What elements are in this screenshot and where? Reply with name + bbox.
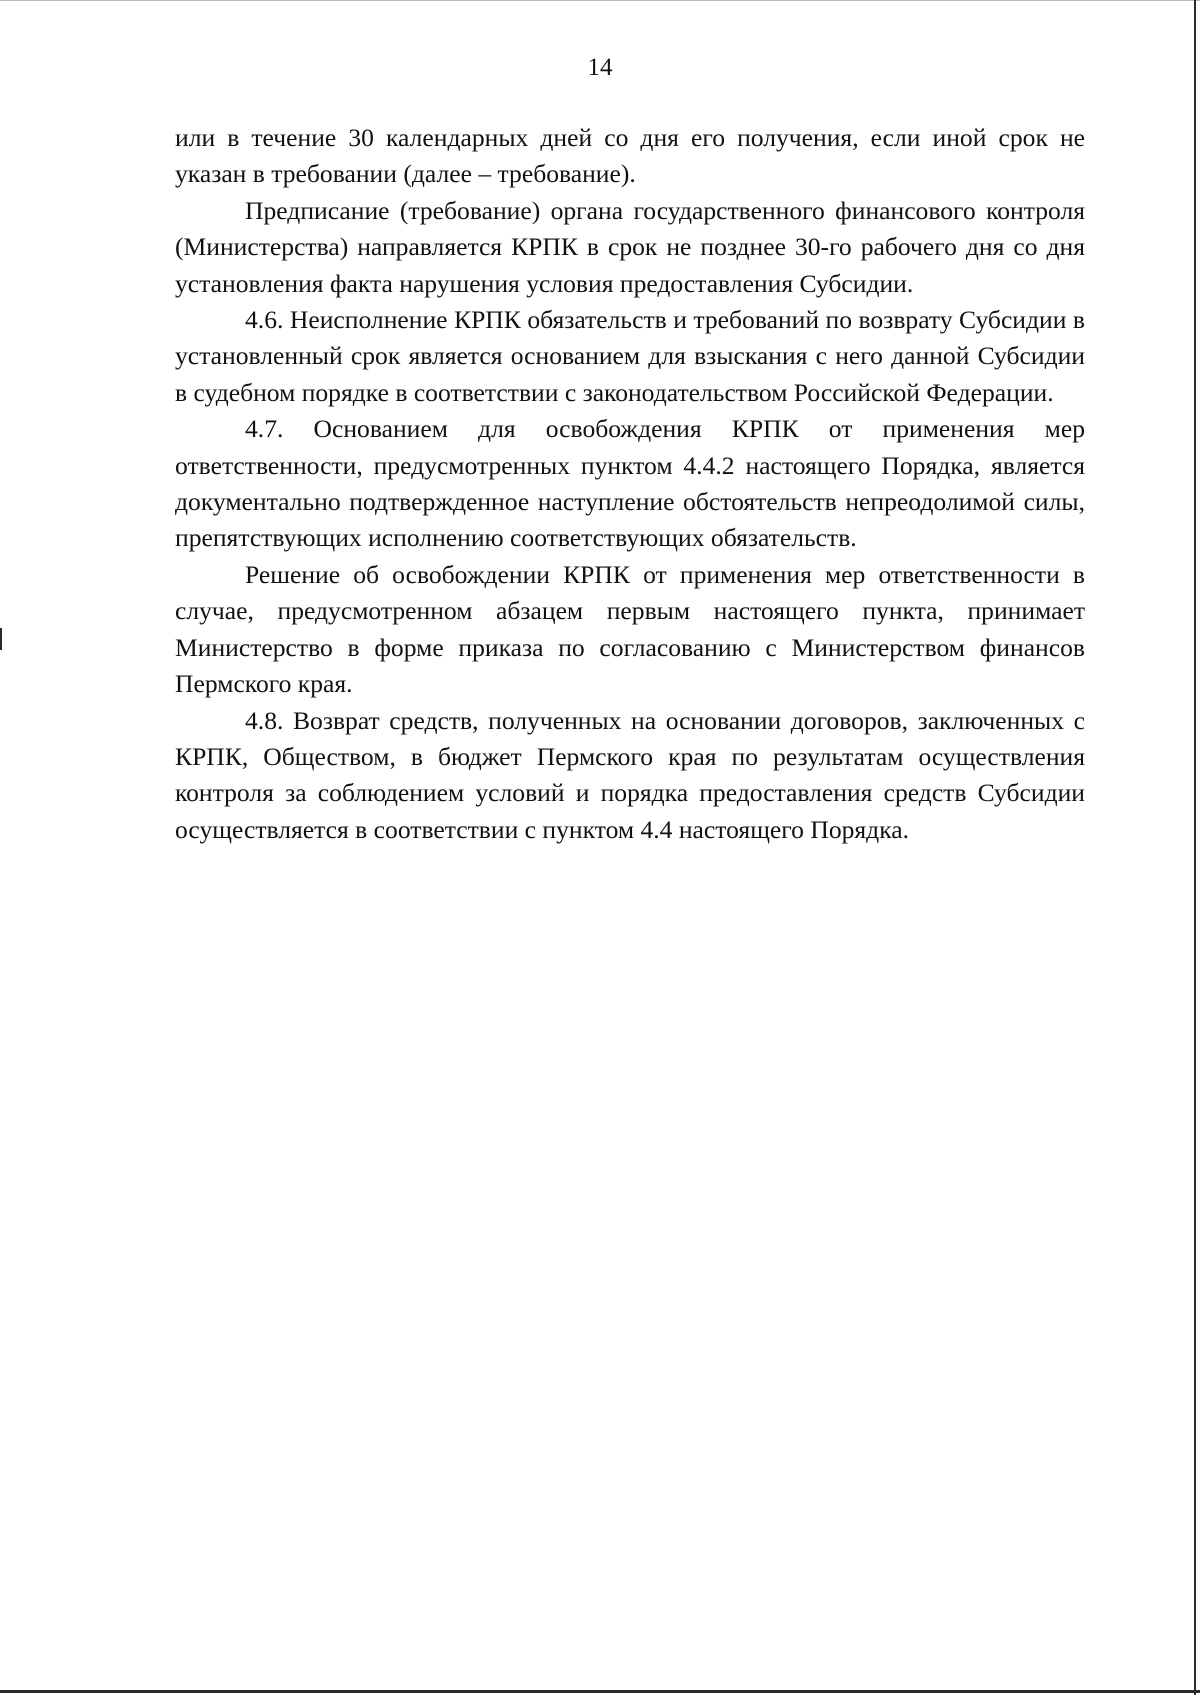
paragraph-prescription: Предписание (требование) органа государственного финансового контроля (Министерства) направляется КРПК в срок не позднее 30-го рабочего дня со дня установления факта нарушения условия предоставления Субсидии. [175,195,1085,298]
paragraph-continuation: или в течение 30 календарных дней со дня его получения, если иной срок не указан в требовании (далее – требование). [175,123,1085,189]
scan-edge-left-mark [0,628,2,650]
paragraph-4-6: 4.6. Неисполнение КРПК обязательств и требований по возврату Субсидии в установленный срок является основанием для взыскания с него данной Субсидии в судебном порядке в соответствии с законодательством Российской Федерации. [175,305,1085,407]
paragraph-4-7: 4.7. Основанием для освобождения КРПК от применения мер ответственности, предусмотренных пунктом 4.4.2 настоящего Порядка, является документально подтвержденное наступление обстоятельств непреодолимой силы, препятствующих исполнению соответствующих обязательств. [175,414,1085,553]
page-number: 14 [587,54,613,81]
document-body [175,120,1085,848]
scan-edge-bottom [0,1690,1200,1693]
paragraph-4-8: 4.8. Возврат средств, полученных на основании договоров, заключенных с КРПК, Обществом, в бюджет Пермского края по результатам осуществления контроля за соблюдением условий и порядка предоставления средств Субсидии осуществляется в соответствии с пунктом 4.4 настоящего Порядка. [175,705,1085,844]
scan-edge-top [0,0,1200,1]
paragraph-decision: Решение об освобождении КРПК от применения мер ответственности в случае, предусмотренном абзацем первым настоящего пункта, принимает Министерство в форме приказа по согласованию с Министерством финансов Пермского края. [175,559,1085,699]
scan-edge-right [1194,0,1196,1695]
